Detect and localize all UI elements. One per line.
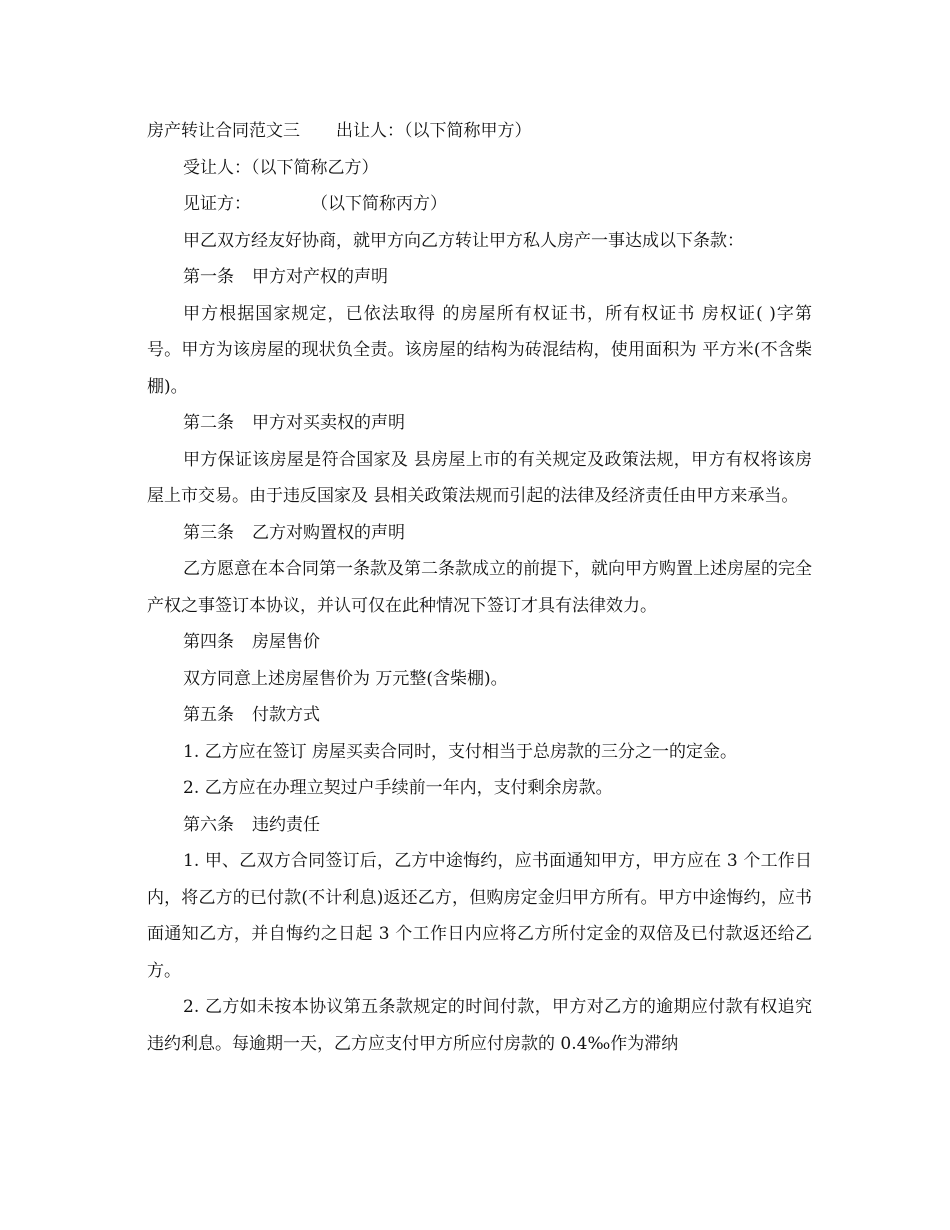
- witness-line: [147, 186, 812, 223]
- article-3-number: 第三条: [183, 522, 234, 543]
- article-3-title: 乙方对购置权的声明: [252, 522, 405, 543]
- article-6-number: 第六条: [183, 814, 234, 835]
- witness-label: 见证方：: [183, 194, 251, 214]
- article-1-number: 第一条: [183, 267, 234, 287]
- article-5-item-2: 2. 乙方应在办理立契过户手续前一年内，支付剩余房款。: [183, 778, 613, 798]
- article-5-item-1: 1. 乙方应在签订 房屋买卖合同时，支付相当于总房款的三分之一的定金。: [183, 741, 738, 762]
- article-4-heading: [147, 624, 812, 661]
- article-5-title: 付款方式: [252, 705, 320, 725]
- article-1-heading: [147, 259, 812, 296]
- title-line: [147, 113, 812, 150]
- article-5-number: 第五条: [183, 705, 234, 725]
- article-3-body: 乙方愿意在本合同第一条款及第二条款成立的前提下，就向甲方购置上述房屋的完全产权之事签订本协议，并认可仅在此种情况下签订才具有法律效力。: [147, 559, 812, 616]
- article-4-title: 房屋售价: [252, 632, 320, 652]
- article-1-body: 甲方根据国家规定，已依法取得 的房屋所有权证书，所有权证书 房权证( )字第 号。甲方为该房屋的现状负全责。该房屋的结构为砖混结构，使用面积为 平方米(不含柴棚)。: [147, 303, 812, 397]
- witness-note: （以下简称丙方）: [311, 194, 447, 214]
- article-4-number: 第四条: [183, 632, 234, 652]
- article-2-heading: [147, 405, 812, 442]
- article-6-item-1: 1. 甲、乙双方合同签订后，乙方中途悔约，应书面通知甲方，甲方应在 3 个工作日内，将乙方的已付款(不计利息)返还乙方，但购房定金归甲方所有。甲方中途悔约，应书面通知乙方，并自悔约之日起 3 个工作日内应将乙方所付定金的双倍及已付款返还给乙方。: [147, 851, 812, 981]
- article-2-body: 甲方保证该房屋是符合国家及 县房屋上市的有关规定及政策法规，甲方有权将该房屋上市交易。由于违反国家及 县相关政策法规而引起的法律及经济责任由甲方来承当。: [147, 449, 812, 506]
- article-6-item-2: 2. 乙方如未按本协议第五条款规定的时间付款，甲方对乙方的逾期应付款有权追究违约利息。每逾期一天，乙方应支付甲方所应付房款的 0.4‰作为滞纳: [147, 997, 812, 1054]
- article-1-title: 甲方对产权的声明: [252, 267, 388, 287]
- transferee-line: 受让人：（以下简称乙方）: [183, 157, 379, 178]
- article-4-body: 双方同意上述房屋售价为 万元整(含柴棚)。: [183, 668, 508, 689]
- contract-text: [147, 113, 812, 1062]
- article-5-heading: [147, 697, 812, 734]
- transferor-line: 出让人：（以下简称甲方）: [336, 121, 532, 141]
- article-6-heading: [147, 807, 812, 844]
- article-2-number: 第二条: [183, 413, 234, 433]
- article-6-title: 违约责任: [252, 814, 320, 835]
- document-title: 房产转让合同范文三: [147, 121, 300, 141]
- article-2-title: 甲方对买卖权的声明: [252, 413, 405, 433]
- intro-paragraph: 甲乙双方经友好协商，就甲方向乙方转让甲方私人房产一事达成以下条款：: [183, 230, 744, 251]
- article-3-heading: [147, 515, 812, 552]
